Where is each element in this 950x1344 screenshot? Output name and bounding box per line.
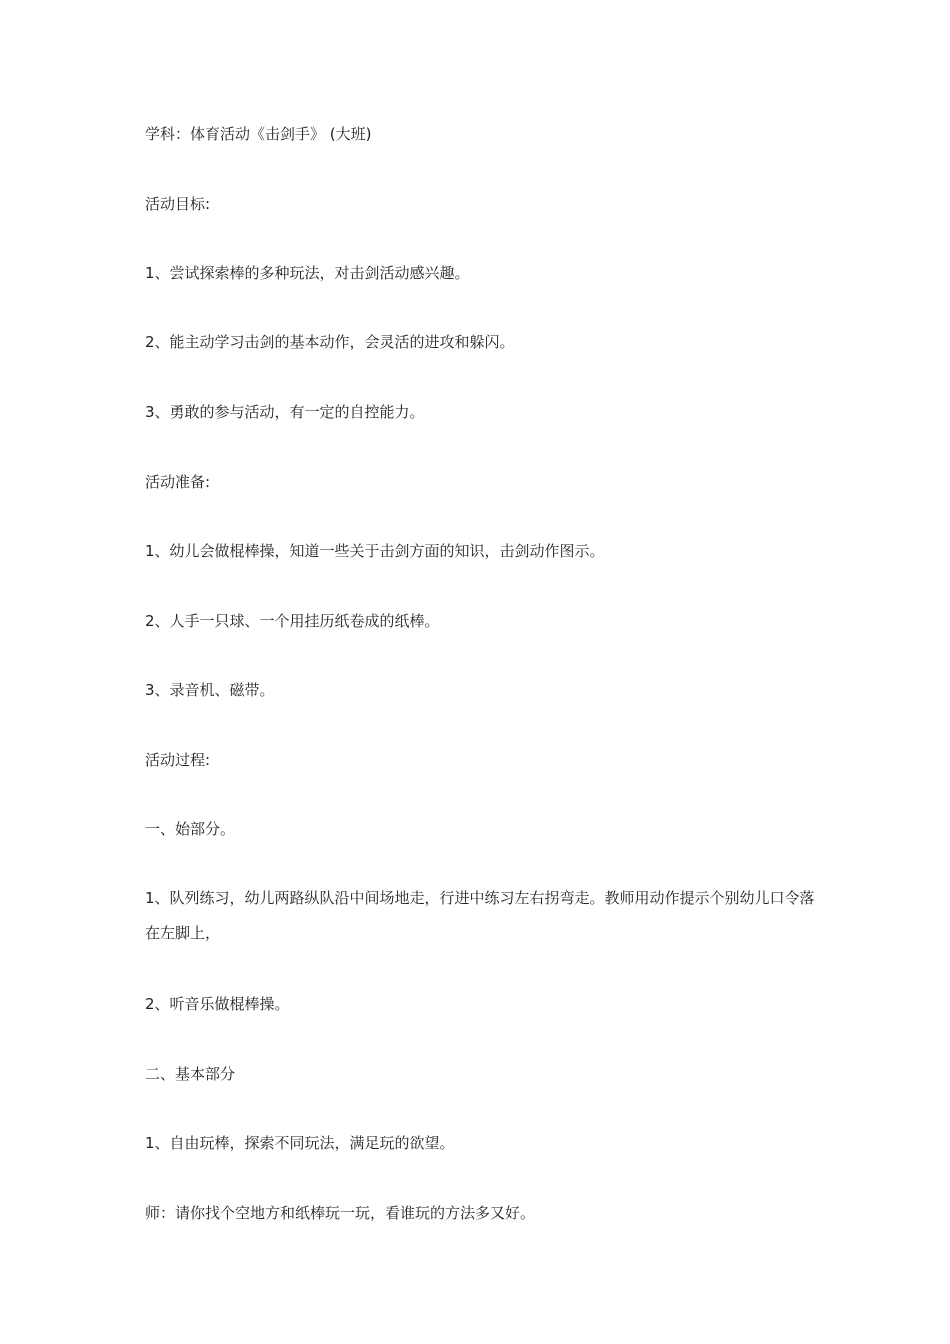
goals-heading: 活动目标: [145,195,211,213]
prep-item-2: 2、人手一只球、一个用挂历纸卷成的纸棒。 [145,612,440,630]
process-heading: 活动过程: [145,751,211,769]
prep-item-3: 3、录音机、磁带。 [145,681,275,699]
prep-heading: 活动准备: [145,473,211,491]
part1-item-1: 1、队列练习，幼儿两路纵队沿中间场地走，行进中练习左右拐弯走。教师用动作提示个别幼儿口令落在左脚上， [145,889,815,942]
goal-item-3: 3、勇敢的参与活动，有一定的自控能力。 [145,403,425,421]
document-title: 学科：体育活动《击剑手》 (大班) [145,125,372,143]
part1-item-2: 2、听音乐做棍棒操。 [145,995,290,1013]
part2-item-1: 1、自由玩棒，探索不同玩法，满足玩的欲望。 [145,1134,455,1152]
part1-heading: 一、始部分。 [145,820,236,838]
prep-item-1: 1、幼儿会做棍棒操，知道一些关于击剑方面的知识，击剑动作图示。 [145,542,605,560]
part2-heading: 二、基本部分 [145,1065,236,1083]
goal-item-1: 1、尝试探索棒的多种玩法，对击剑活动感兴趣。 [145,264,470,282]
part2-item-2: 师：请你找个空地方和纸棒玩一玩，看谁玩的方法多又好。 [145,1204,536,1222]
goal-item-2: 2、能主动学习击剑的基本动作，会灵活的进攻和躲闪。 [145,333,515,351]
